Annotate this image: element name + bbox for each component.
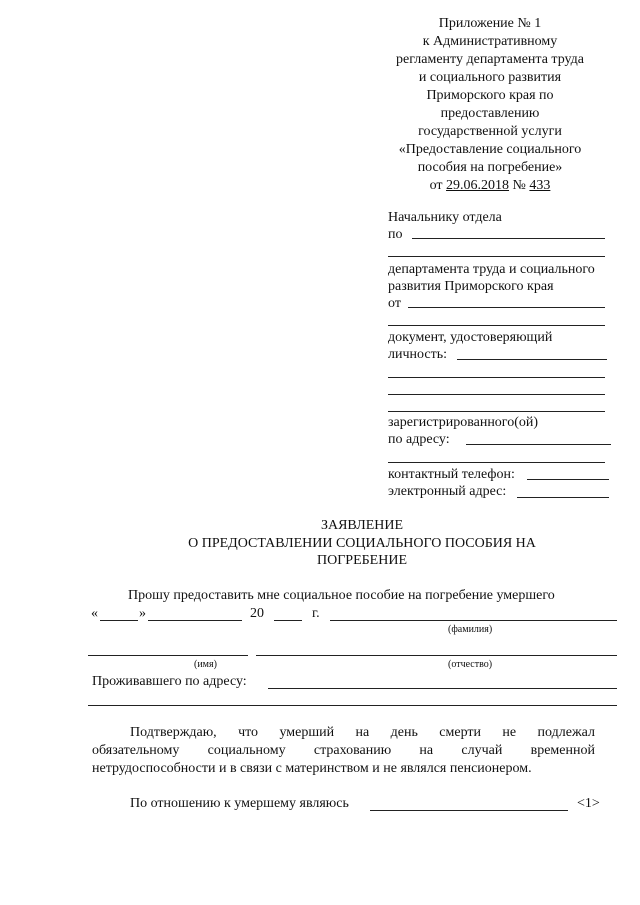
word: день	[390, 725, 418, 740]
deceased-surname-field[interactable]	[330, 620, 617, 621]
dept-line2: развития Приморского края	[388, 279, 554, 294]
title-line1: ЗАЯВЛЕНИЕ	[320, 518, 404, 533]
word: на	[419, 743, 434, 758]
email-field[interactable]	[517, 497, 609, 498]
reg-line2: по адресу:	[388, 432, 450, 447]
word: обязательному	[92, 743, 180, 758]
header-line: предоставлению	[440, 106, 540, 121]
year-suffix: г.	[312, 606, 320, 621]
reg-line1: зарегистрированного(ой)	[388, 415, 539, 430]
relation-footnote: <1>	[577, 796, 600, 811]
id-document-field[interactable]	[457, 359, 607, 360]
relation-field[interactable]	[370, 810, 568, 811]
caption-name: (имя)	[194, 659, 217, 670]
id-document-field-extra[interactable]	[388, 394, 605, 395]
doc-line1: документ, удостоверяющий	[388, 330, 553, 345]
word: подлежал	[537, 725, 595, 740]
date-prefix: от	[429, 178, 443, 193]
word: страхованию	[313, 743, 392, 758]
death-year-field[interactable]	[274, 620, 302, 621]
caption-patronymic: (отчество)	[448, 659, 493, 670]
caption-surname: (фамилия)	[448, 624, 493, 635]
confirm-line2	[92, 743, 595, 759]
header-line: пособия на погребение»	[417, 160, 563, 175]
from-label: от	[388, 296, 401, 311]
phone-label: контактный телефон:	[388, 467, 515, 482]
header-line: регламенту департамента труда	[396, 52, 584, 67]
word: на	[355, 725, 370, 740]
dept-line1: департамента труда и социального	[388, 262, 595, 277]
word: Подтверждаю,	[130, 725, 217, 740]
word: случай	[461, 743, 503, 758]
doc-line2: личность:	[388, 347, 447, 362]
applicant-name-field[interactable]	[408, 307, 605, 308]
word: не	[502, 725, 517, 740]
header-line: Приложение № 1	[438, 16, 542, 31]
email-label: электронный адрес:	[388, 484, 507, 499]
number-sign: №	[512, 178, 526, 193]
header-line: государственной услуги	[418, 124, 562, 139]
header-date-line	[380, 178, 600, 194]
relation-label: По отношению к умершему являюсь	[130, 796, 349, 811]
quote-close: »	[139, 606, 146, 621]
document-number: 433	[529, 178, 551, 193]
word: смерти	[439, 725, 481, 740]
confirm-line3: нетрудоспособности и в связи с материнством и не являлся пенсионером.	[92, 761, 532, 776]
id-document-field-extra[interactable]	[388, 377, 605, 378]
id-document-field-extra[interactable]	[388, 411, 605, 412]
department-field[interactable]	[412, 238, 605, 239]
word: временной	[530, 743, 595, 758]
phone-field[interactable]	[527, 479, 609, 480]
confirm-line1	[130, 725, 595, 741]
residence-address-field-extra[interactable]	[88, 705, 617, 706]
header-line: Приморского края по	[426, 88, 554, 103]
word: социальному	[207, 743, 286, 758]
registration-address-field-extra[interactable]	[388, 462, 605, 463]
deceased-name-field[interactable]	[88, 655, 248, 656]
title-line2: О ПРЕДОСТАВЛЕНИИ СОЦИАЛЬНОГО ПОСОБИЯ НА	[188, 536, 536, 551]
title-line3: ПОГРЕБЕНИЕ	[316, 553, 407, 568]
to-line1: Начальнику отдела	[388, 210, 502, 225]
death-month-field[interactable]	[148, 620, 242, 621]
to-line2: по	[388, 227, 403, 242]
header-line: к Административному	[422, 34, 558, 49]
document-date: 29.06.2018	[446, 178, 510, 193]
registration-address-field[interactable]	[466, 444, 611, 445]
deceased-patronymic-field[interactable]	[256, 655, 617, 656]
word: умерший	[279, 725, 335, 740]
department-field-extra[interactable]	[388, 256, 605, 257]
header-line: «Предоставление социального	[398, 142, 582, 157]
header-line: и социального развития	[418, 70, 562, 85]
year-prefix: 20	[250, 606, 264, 621]
quote-open: «	[91, 606, 98, 621]
word: что	[238, 725, 259, 740]
death-day-field[interactable]	[100, 620, 138, 621]
residence-label: Проживавшего по адресу:	[92, 674, 247, 689]
applicant-name-field-extra[interactable]	[388, 325, 605, 326]
residence-address-field[interactable]	[268, 688, 617, 689]
request-text: Прошу предоставить мне социальное пособие на погребение умершего	[128, 588, 555, 603]
